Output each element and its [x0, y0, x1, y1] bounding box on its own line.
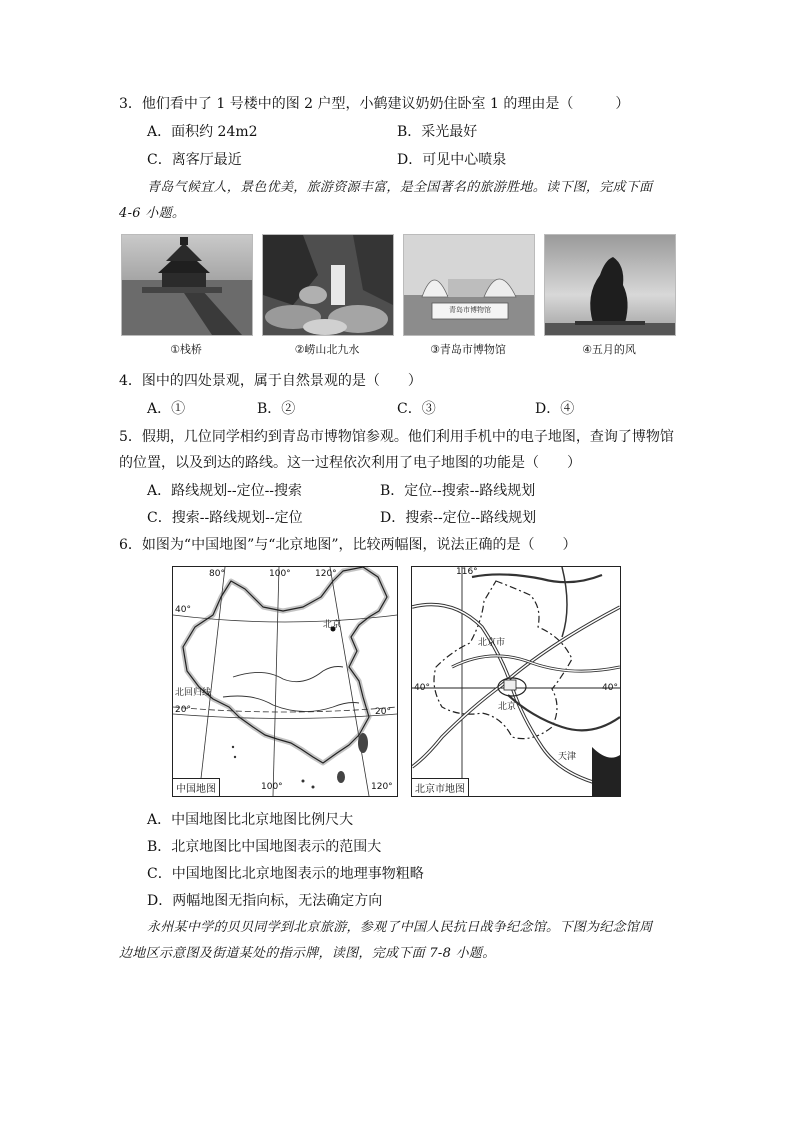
- q4-option-b: B．②: [257, 401, 296, 417]
- beijing-tianjin-label: 天津: [558, 752, 577, 762]
- q3-option-b: B．采光最好: [397, 124, 478, 140]
- photo-caption-2: ②崂山北九水: [294, 343, 360, 356]
- beijing-center-label: 北京: [498, 702, 517, 712]
- q4-option-c: C．③: [397, 401, 436, 417]
- q5-option-c: C．搜索--路线规划--定位: [147, 510, 303, 526]
- q5-stem-line1: 5．假期，几位同学相约到青岛市博物馆参观。他们利用手机中的电子地图，查询了博物馆: [119, 429, 674, 445]
- intro-beijing-line2: 边地区示意图及街道某处的指示牌，读图，完成下面 7-8 小题。: [119, 946, 496, 961]
- q5-option-b: B．定位--搜索--路线规划: [380, 483, 536, 499]
- china-lon-80: 80°: [209, 569, 225, 579]
- beijing-city-label: 北京市: [478, 638, 506, 648]
- q5-option-a: A．路线规划--定位--搜索: [147, 483, 303, 499]
- q4-option-d: D．④: [535, 401, 575, 417]
- beijing-map: [411, 566, 621, 797]
- q4-option-a: A．①: [147, 401, 186, 417]
- q6-option-b: B．北京地图比中国地图表示的范围大: [147, 839, 382, 855]
- intro-qingdao-line2: 4-6 小题。: [119, 206, 186, 221]
- photo-museum: [403, 234, 535, 336]
- q6-option-d: D．两幅地图无指向标，无法确定方向: [147, 893, 383, 909]
- q4-stem: 4．图中的四处景观，属于自然景观的是（ ）: [119, 373, 422, 389]
- photo-caption-4: ④五月的风: [582, 343, 636, 356]
- china-lon-100-bottom: 100°: [261, 782, 283, 792]
- beijing-lat-left: 40°: [414, 683, 430, 693]
- china-lon-120-top: 120°: [315, 569, 337, 579]
- photo-laoshan: [262, 234, 394, 336]
- museum-sign-text: 青岛市博物馆: [449, 306, 491, 314]
- q3-option-a: A．面积约 24m2: [147, 124, 258, 140]
- china-lat-20-left: 20°: [175, 705, 191, 715]
- q3-option-d: D．可见中心喷泉: [397, 152, 507, 168]
- beijing-map-title: 北京市地图: [412, 778, 469, 796]
- q6-option-c: C．中国地图比北京地图表示的地理事物粗略: [147, 866, 424, 882]
- photo-caption-3: ③青岛市博物馆: [430, 343, 506, 356]
- intro-qingdao-line1: 青岛气候宜人，景色优美，旅游资源丰富，是全国著名的旅游胜地。读下图，完成下面: [147, 180, 653, 195]
- china-lon-120-bottom: 120°: [371, 782, 393, 792]
- china-map: [172, 566, 398, 797]
- beijing-lat-right: 40°: [602, 683, 618, 693]
- q3-option-c: C．离客厅最近: [147, 152, 242, 168]
- q5-stem-line2: 的位置，以及到达的路线。这一过程依次利用了电子地图的功能是（ ）: [119, 455, 581, 471]
- china-map-title: 中国地图: [173, 778, 220, 796]
- q3-stem: 3．他们看中了 1 号楼中的图 2 户型，小鹤建议奶奶住卧室 1 的理由是（ ）: [119, 96, 630, 112]
- intro-beijing-line1: 永州某中学的贝贝同学到北京旅游，参观了中国人民抗日战争纪念馆。下图为纪念馆周: [147, 920, 653, 935]
- q6-option-a: A．中国地图比北京地图比例尺大: [147, 812, 354, 828]
- china-lat-40: 40°: [175, 605, 191, 615]
- china-beijing-label: 北京: [323, 620, 342, 630]
- photo-may-wind: [544, 234, 676, 336]
- q5-option-d: D．搜索--定位--路线规划: [380, 510, 537, 526]
- photo-caption-1: ①栈桥: [170, 343, 202, 356]
- beijing-lon-116: 116°: [456, 567, 478, 577]
- china-lat-20-right: 20°: [375, 707, 391, 717]
- china-tropic-label: 北回归线: [175, 688, 212, 698]
- china-lon-100-top: 100°: [269, 569, 291, 579]
- photo-zhanqiao: [121, 234, 253, 336]
- q6-stem: 6．如图为“中国地图”与“北京地图”，比较两幅图，说法正确的是（ ）: [119, 537, 577, 553]
